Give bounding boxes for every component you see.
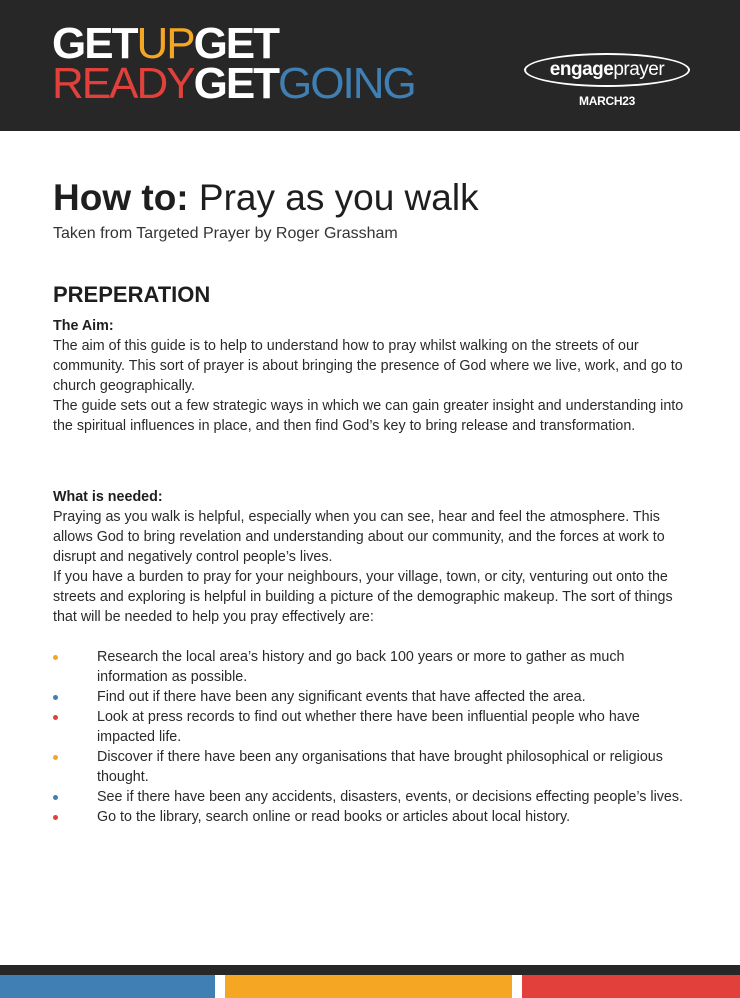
slogan-line-2 bbox=[52, 59, 415, 108]
slogan-line-1 bbox=[52, 19, 415, 68]
needed-section bbox=[53, 487, 693, 627]
needed-heading: What is needed: bbox=[53, 489, 163, 505]
list-item-text: Look at press records to find out whether there have been influential people who have impacted life. bbox=[97, 709, 640, 745]
bullet-dot-icon bbox=[53, 755, 58, 760]
slogan-word: GET bbox=[193, 19, 279, 68]
list-item-text: Research the local area’s history and go back 100 years or more to gather as much information as possible. bbox=[97, 649, 625, 685]
list-item bbox=[53, 787, 693, 807]
footer-dark-band bbox=[0, 965, 740, 975]
list-item bbox=[53, 807, 693, 827]
bullet-dot-icon bbox=[53, 695, 58, 700]
footer-red-bar bbox=[522, 975, 740, 998]
bullet-list bbox=[53, 647, 693, 827]
slogan-logo bbox=[52, 19, 415, 108]
bullet-dot-icon bbox=[53, 715, 58, 720]
bullet-dot-icon bbox=[53, 795, 58, 800]
title-strong: How to: bbox=[53, 177, 189, 218]
slogan-word: READY bbox=[52, 59, 194, 108]
list-item bbox=[53, 747, 693, 787]
needed-paragraph-1: Praying as you walk is helpful, especially when you can see, hear and feel the atmosphere. This allows God to bring revelation and understanding about our community, and the forces at work to disrupt and negatively control people’s lives. bbox=[53, 509, 665, 565]
footer-blue-bar bbox=[0, 975, 215, 998]
aim-heading: The Aim: bbox=[53, 318, 114, 334]
page-title bbox=[53, 176, 479, 220]
slogan-word: UP bbox=[136, 19, 194, 68]
list-item-text: Go to the library, search online or read books or articles about local history. bbox=[97, 809, 571, 825]
slogan-word: GET bbox=[52, 19, 137, 68]
list-item bbox=[53, 647, 693, 687]
bullet-dot-icon bbox=[53, 815, 58, 820]
list-item bbox=[53, 687, 693, 707]
aim-section bbox=[53, 316, 693, 436]
list-item-text: Find out if there have been any significant events that have affected the area. bbox=[97, 689, 586, 705]
slogan-word: GET bbox=[193, 59, 279, 108]
brand-light: prayer bbox=[613, 59, 665, 80]
list-item-text: Discover if there have been any organisations that have brought philosophical or religious thought. bbox=[97, 749, 663, 785]
header-banner bbox=[0, 0, 740, 131]
section-heading: PREPERATION bbox=[53, 282, 211, 307]
list-item-text: See if there have been any accidents, disasters, events, or decisions effecting people’s lives. bbox=[97, 789, 683, 805]
aim-paragraph-1: The aim of this guide is to help to understand how to pray whilst walking on the streets of our community. This sort of prayer is about bringing the presence of God where we live, work, and go to church geographically. bbox=[53, 338, 683, 394]
brand-bold: engage bbox=[549, 59, 614, 80]
needed-paragraph-2: If you have a burden to pray for your neighbours, your village, town, or city, venturing out onto the streets and exploring is helpful in building a picture of the demographic makeup. The sort of things that will be needed to help you pray effectively are: bbox=[53, 569, 673, 625]
list-item bbox=[53, 707, 693, 747]
aim-paragraph-2: The guide sets out a few strategic ways in which we can gain greater insight and understanding into the spiritual influences in place, and then find God’s key to bring release and transformation. bbox=[53, 398, 684, 434]
title-light: Pray as you walk bbox=[188, 177, 479, 218]
slogan-word: GOING bbox=[278, 59, 415, 108]
bullet-dot-icon bbox=[53, 655, 58, 660]
issue-label: MARCH23 bbox=[579, 94, 635, 108]
footer-orange-bar bbox=[225, 975, 512, 998]
page-subtitle: Taken from Targeted Prayer by Roger Grassham bbox=[53, 225, 398, 242]
engage-prayer-logo bbox=[524, 53, 690, 87]
